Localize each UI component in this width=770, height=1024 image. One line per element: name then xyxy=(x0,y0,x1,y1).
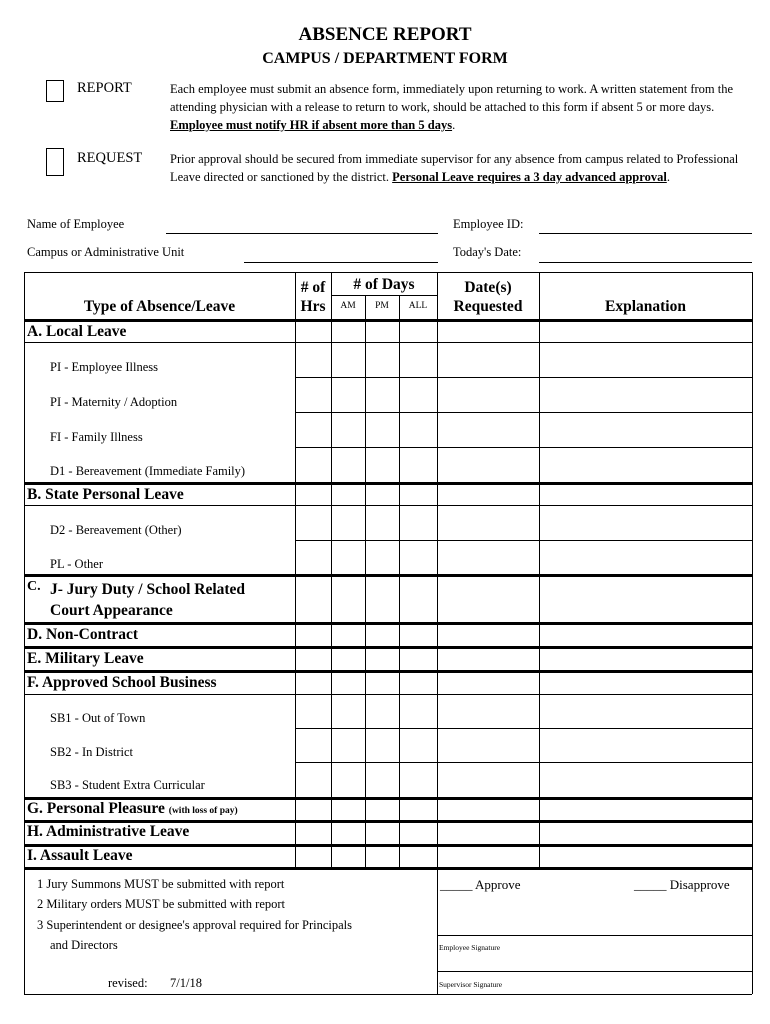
header-dates-top: Date(s) xyxy=(464,279,512,296)
form-title: ABSENCE REPORT xyxy=(298,24,472,45)
report-end: . xyxy=(452,118,456,132)
header-am: AM xyxy=(340,301,356,311)
row-a2: PI - Maternity / Adoption xyxy=(50,395,178,409)
todays-date-field[interactable] xyxy=(539,262,752,263)
section-g xyxy=(27,800,238,818)
section-c-line1: J- Jury Duty / School Related xyxy=(50,581,246,598)
revised-date: 7/1/18 xyxy=(170,976,202,990)
report-checkbox[interactable] xyxy=(46,80,64,102)
section-c-line2: Court Appearance xyxy=(50,602,173,619)
section-e: E. Military Leave xyxy=(27,650,144,667)
form-subtitle: CAMPUS / DEPARTMENT FORM xyxy=(262,50,508,67)
campus-unit-field[interactable] xyxy=(244,262,438,263)
section-g-note: (with loss of pay) xyxy=(168,806,238,816)
section-d: D. Non-Contract xyxy=(27,626,139,643)
header-days: # of Days xyxy=(353,276,415,293)
employee-id-label: Employee ID: xyxy=(453,217,524,231)
row-a3: FI - Family Illness xyxy=(50,430,143,444)
header-type: Type of Absence/Leave xyxy=(83,298,236,315)
section-c-letter: C. xyxy=(27,579,41,594)
section-i: I. Assault Leave xyxy=(27,847,133,864)
employee-signature-label: Employee Signature xyxy=(439,943,501,952)
section-g-label: G. Personal Pleasure xyxy=(27,800,165,817)
section-b: B. State Personal Leave xyxy=(27,486,184,503)
report-emphasis: Employee must notify HR if absent more than 5 days xyxy=(170,118,453,132)
employee-name-field[interactable] xyxy=(166,233,438,234)
request-emphasis: Personal Leave requires a 3 day advanced approval xyxy=(392,170,667,184)
header-hrs-top: # of xyxy=(300,279,326,296)
employee-id-field[interactable] xyxy=(539,233,752,234)
row-a4: D1 - Bereavement (Immediate Family) xyxy=(50,464,246,478)
request-text: Prior approval should be secured from immediate supervisor for any absence from campus related to Professional Leave directed or sanctioned by the district. xyxy=(170,152,739,184)
header-hrs-bottom: Hrs xyxy=(300,298,326,315)
request-checkbox[interactable] xyxy=(46,148,64,176)
disapprove-option[interactable]: _____ Disapprove xyxy=(634,877,730,892)
section-h: H. Administrative Leave xyxy=(27,823,190,840)
report-instructions xyxy=(170,80,755,134)
section-f: F. Approved School Business xyxy=(27,674,217,691)
row-b1: D2 - Bereavement (Other) xyxy=(50,523,182,537)
row-a1: PI - Employee Illness xyxy=(50,360,158,374)
note-3-cont: and Directors xyxy=(50,938,118,952)
header-pm: PM xyxy=(375,301,389,311)
supervisor-signature-label: Supervisor Signature xyxy=(439,980,503,989)
campus-unit-label: Campus or Administrative Unit xyxy=(27,245,185,259)
section-a: A. Local Leave xyxy=(27,323,127,340)
row-f1: SB1 - Out of Town xyxy=(50,711,146,725)
header-all: ALL xyxy=(408,301,428,311)
note-3: 3 Superintendent or designee's approval required for Principals xyxy=(37,918,353,932)
employee-name-label: Name of Employee xyxy=(27,217,125,231)
note-2: 2 Military orders MUST be submitted with report xyxy=(37,897,286,911)
revised-label: revised: xyxy=(108,976,148,990)
note-1: 1 Jury Summons MUST be submitted with report xyxy=(37,877,285,891)
report-text: Each employee must submit an absence form, immediately upon returning to work. A written statement from the attending physician with a release to return to work, should be attached to this form if absent 5 or more days. xyxy=(170,82,734,114)
approve-option[interactable]: _____ Approve xyxy=(440,877,521,892)
request-end: . xyxy=(666,170,670,184)
header-dates-bottom: Requested xyxy=(453,298,523,315)
request-instructions xyxy=(170,150,755,186)
header-explanation: Explanation xyxy=(605,298,686,315)
row-f2: SB2 - In District xyxy=(50,745,133,759)
report-label: REPORT xyxy=(77,80,132,96)
row-f3: SB3 - Student Extra Curricular xyxy=(50,778,205,792)
request-label: REQUEST xyxy=(77,150,143,166)
row-b2: PL - Other xyxy=(50,557,103,571)
todays-date-label: Today's Date: xyxy=(453,245,522,259)
